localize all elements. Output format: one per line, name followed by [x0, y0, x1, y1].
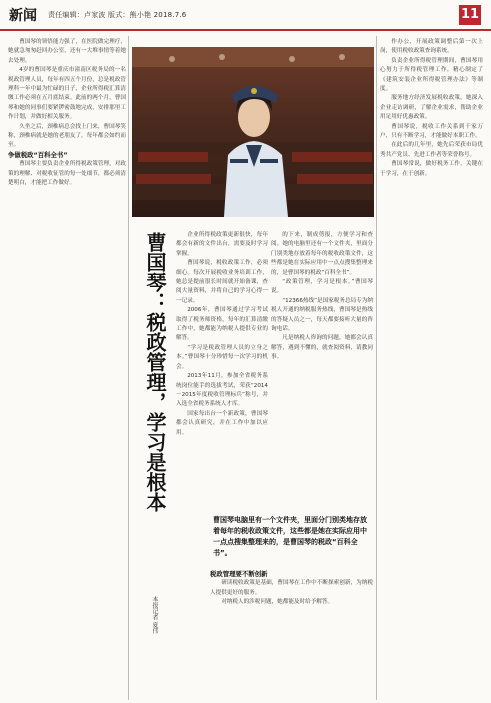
- portrait-photo: [132, 47, 374, 217]
- paragraph: “12366热线”是国家税务总局专为纳税人开通的纳税服务热线，曹国琴是热线的答疑人员之一，每天都要接听大量的咨询电话。: [271, 297, 373, 333]
- paragraph: “政策管理，学习是根本。”曹国琴说。: [271, 279, 373, 295]
- paragraph: 2006年，曹国琴通过学习考试取得了税务师资格，每年的汇算清缴工作中，她都能为纳税人提供专业的解答。: [176, 307, 268, 342]
- byline: 本报记者 夏伟: [151, 596, 158, 634]
- article-column-1: [8, 38, 126, 698]
- paragraph: 负责企业所得税管理期间，曹国琴用心努力于所得税管理工作，精心制定了《建筑安装企业所得税管理办法》等制度。: [380, 57, 483, 93]
- paragraph: 研读税收政策是基础，曹国琴在工作中不断探索创新，为纳税人提供更好的服务。: [210, 580, 373, 596]
- editor-info: 责任编辑：卢家波 版式：熊小艳 2018.7.6: [48, 11, 187, 19]
- section-name: 新闻: [9, 8, 37, 24]
- column-divider: [128, 36, 129, 700]
- paragraph: 的下来，制成剪报，方便学习和查阅。她的电脑里还有一个文件夹，里面分门别类地存放着每年的税收政策文件，这些都是她在实际应用中一点点搜集整理来的，是曹国琴的税政“百科全书”。: [271, 232, 373, 276]
- page-number: 11: [459, 5, 481, 25]
- paragraph: 4岁的曹国琴是重庆市潼南区税务局的一名税政管理人员，每年有四五个月份，总是税政管理科一年中最为忙碌的日子，企业所得税汇算清缴工作必须在五月底结束。此前的两个月，曹国琴和她的同事们要紧锣密鼓地完成，安排那里工作计划，并做好相关服务。: [8, 67, 126, 121]
- page-header: [0, 0, 491, 30]
- subheading: 争做税政“百科全书”: [8, 150, 68, 159]
- article-column-3b: [210, 570, 373, 698]
- article-column-2: [176, 231, 268, 501]
- article-title: 曹国琴：税政管理，学习是根本: [143, 232, 167, 512]
- paragraph: 曹国琴主要负责企业所得税政策管理，对政策的理解、对税收征管的每一处细节，都必须清楚明白，才能把工作做好。: [8, 161, 126, 187]
- paragraph: 曹国琴的领悟能力强了，在医院做完理疗，她就急匆匆赶回办公室，还有一大堆事情等着她去处理。: [8, 39, 126, 64]
- paragraph: 凡是纳税人咨询的问题，她都会认真解答，遇到不懂的，就查阅资料，请教同事。: [271, 335, 373, 361]
- pull-quote: 曹国琴电脑里有一个文件夹，里面分门别类地存放着每年的税收政策文件，这些都是她在实际应用中一点点搜集整理来的，是曹国琴的税政“百科全书”。: [213, 516, 367, 557]
- subheading: 税政管理要不断创新: [210, 570, 268, 578]
- header-rule: [0, 29, 491, 31]
- paragraph: 曹国琴说，税收工作关系到千家万户，只有不断学习，才能做好本职工作。: [380, 123, 483, 140]
- column-divider: [376, 36, 377, 700]
- paragraph: 曹国琴常说，做好税务工作，关键在于学习，在于创新。: [380, 161, 483, 177]
- paragraph: 久坐之后，颈椎病总会找上门来，曹国琴笑称，颈椎病就是她的老朋友了，每年都会如约而至。: [8, 123, 126, 149]
- article-column-4: [380, 38, 483, 698]
- paragraph: 国家每出台一个新政策，曹国琴都会认真研究，并在工作中加以应用。: [176, 410, 268, 436]
- article-column-3: [271, 231, 373, 501]
- paragraph: 企业所得税政策更新很快，每年都会有新的文件出台，需要及时学习掌握。: [176, 232, 268, 257]
- paragraph: 2013年11月，参加全省税务系统岗位能手的选拔考试，荣获“2014－2015年度税收管理标兵”称号，并入选全省税务系统人才库。: [176, 373, 268, 408]
- paragraph: 作办公，开展政策调整后第一次上岗，使用税收政策查询系统。: [380, 39, 483, 55]
- paragraph: 对纳税人的涉税问题，她都能及时给予解答。: [221, 599, 334, 606]
- paragraph: 曹国琴说，税收政策工作，必须细心。每次开展税收业务培训工作，她总是提前很长时间就开始备课，查阅大量资料，并将自己的学习心得一一记录。: [176, 260, 268, 304]
- paragraph: “学习是税政管理人员的立身之本。”曹国琴十分珍惜每一次学习的机会。: [176, 344, 268, 370]
- paragraph: 服务地方经济发展税收政策，她深入企业走访调研，了解企业需求，帮助企业用足用好优惠政策。: [380, 95, 483, 121]
- paragraph: 在此后的几年里，她先后荣获市局优秀共产党员、先进工作者等荣誉称号。: [380, 142, 483, 158]
